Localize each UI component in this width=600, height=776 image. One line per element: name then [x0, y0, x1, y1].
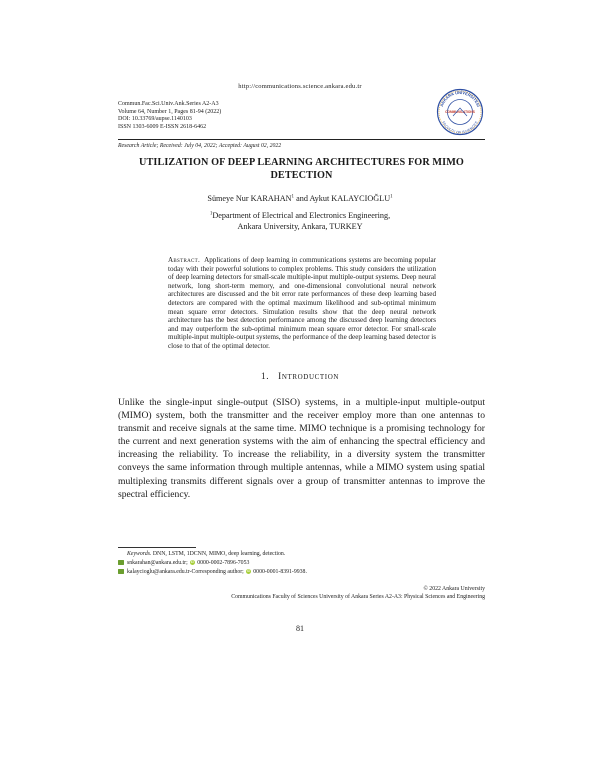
email-2-link[interactable]: kalaycioglu@ankara.edu.tr-Corresponding author;: [127, 569, 244, 576]
affiliation-line-1: [0, 210, 600, 221]
keywords-text: DNN, LSTM, 1DCNN, MIMO, deep learning, detection.: [152, 551, 286, 557]
orcid-icon: iD: [190, 559, 195, 564]
email-icon: [118, 560, 124, 565]
article-dates: Research Article; Received: July 04, 2022; Accepted: August 02, 2022: [118, 143, 282, 149]
copyright-notice: © 2022 Ankara University: [423, 586, 485, 592]
seal-bottom-text: FACULTY OF SCIENCES: [441, 120, 479, 135]
footnote-author-2: [118, 569, 307, 576]
author-1-affil-mark: 1: [291, 194, 295, 200]
page-number: 81: [296, 624, 304, 633]
university-seal-logo: [436, 88, 484, 136]
doi[interactable]: DOI: 10.33769/aupse.1140103: [118, 116, 192, 122]
seal-top-text: ANKARA ÜNİVERSİTESİ: [438, 89, 482, 108]
section-number: 1.: [260, 372, 270, 382]
orcid-1-link[interactable]: 0000-0002-7896-7053: [197, 560, 250, 567]
orcid-icon: iD: [246, 568, 251, 573]
author-1[interactable]: Sümeye Nur KARAHAN: [207, 194, 292, 203]
keywords-label: Keywords.: [127, 551, 152, 557]
volume-info: Volume 64, Number 1, Pages 81-94 (2022): [118, 108, 222, 115]
seal-center-text: COMMUNICATIONS: [445, 110, 475, 114]
section-heading: [0, 372, 600, 382]
author-2[interactable]: Aykut KALAYCIOĞLU: [309, 194, 391, 203]
journal-url[interactable]: http://communications.science.ankara.edu.tr: [238, 83, 362, 90]
journal-name: Commun.Fac.Sci.Univ.Ank.Series A2-A3: [118, 101, 219, 107]
email-icon: [118, 569, 124, 574]
header-rule: [118, 139, 485, 140]
journal-full-name: Communications Faculty of Sciences University of Ankara Series A2-A3: Physical Sciences and Engineering: [231, 594, 485, 600]
orcid-2-link[interactable]: 0000-0001-8391-9938.: [253, 569, 307, 576]
affiliation-department: Department of Electrical and Electronics Engineering,: [212, 211, 391, 220]
introduction-paragraph: Unlike the single-input single-output (SISO) systems, in a multiple-input multiple-output (MIMO) system, both the transmitter and the receiver employ more than one antennas to transmit and receive signals at the same time. MIMO technique is a promising technology for the current and next generation systems with the aim of enhancing the spectral efficiency and increasing the reliability. To increase the reliability, in a diversity system the transmitter conveys the same information through multiple antennas, while a MIMO system using spatial multiplexing transmits different signals over a group of transmitter antennas to improve the spectral efficiency.: [118, 397, 485, 500]
footnote-author-1: [118, 560, 249, 567]
abstract: [168, 256, 436, 351]
abstract-label: Abstract.: [168, 256, 201, 264]
section-title: Introduction: [278, 372, 340, 382]
affiliation-line-2: Ankara University, Ankara, TURKEY: [237, 222, 363, 231]
footnote-rule: [118, 547, 196, 548]
email-1-link[interactable]: snkarahan@ankara.edu.tr;: [127, 560, 188, 567]
author-list: [0, 194, 600, 203]
keywords-line: [127, 551, 285, 558]
affil-mark: 1: [209, 211, 213, 217]
issn: ISSN 1303-6009 E-ISSN 2618-6462: [118, 123, 207, 130]
abstract-text: Applications of deep learning in communications systems are becoming popular today with their powerful solutions to complex problems. This study considers the utilization of deep learning detectors for small-scale multiple-input multiple-output systems. Deep neural network, long short-term memory, and one-dimensional convolutional neural network architectures are discussed and the bit error rate performances of these deep learning based detectors are compared with the optimal maximum likelihood and sub-optimal minimum mean square error detectors. Simulation results show that the deep neural network architecture has the best detection performance among the discussed deep learning detectors and may outperform the sub-optimal minimum mean square error detector. For small-scale multiple-input multiple-output systems, the performance of the deep learning based detector is close to that of the optimal detector.: [168, 256, 436, 350]
author-separator: and: [294, 194, 310, 203]
paper-title: UTILIZATION OF DEEP LEARNING ARCHITECTURES FOR MIMO DETECTION: [139, 157, 464, 181]
author-2-affil-mark: 1: [390, 194, 393, 200]
